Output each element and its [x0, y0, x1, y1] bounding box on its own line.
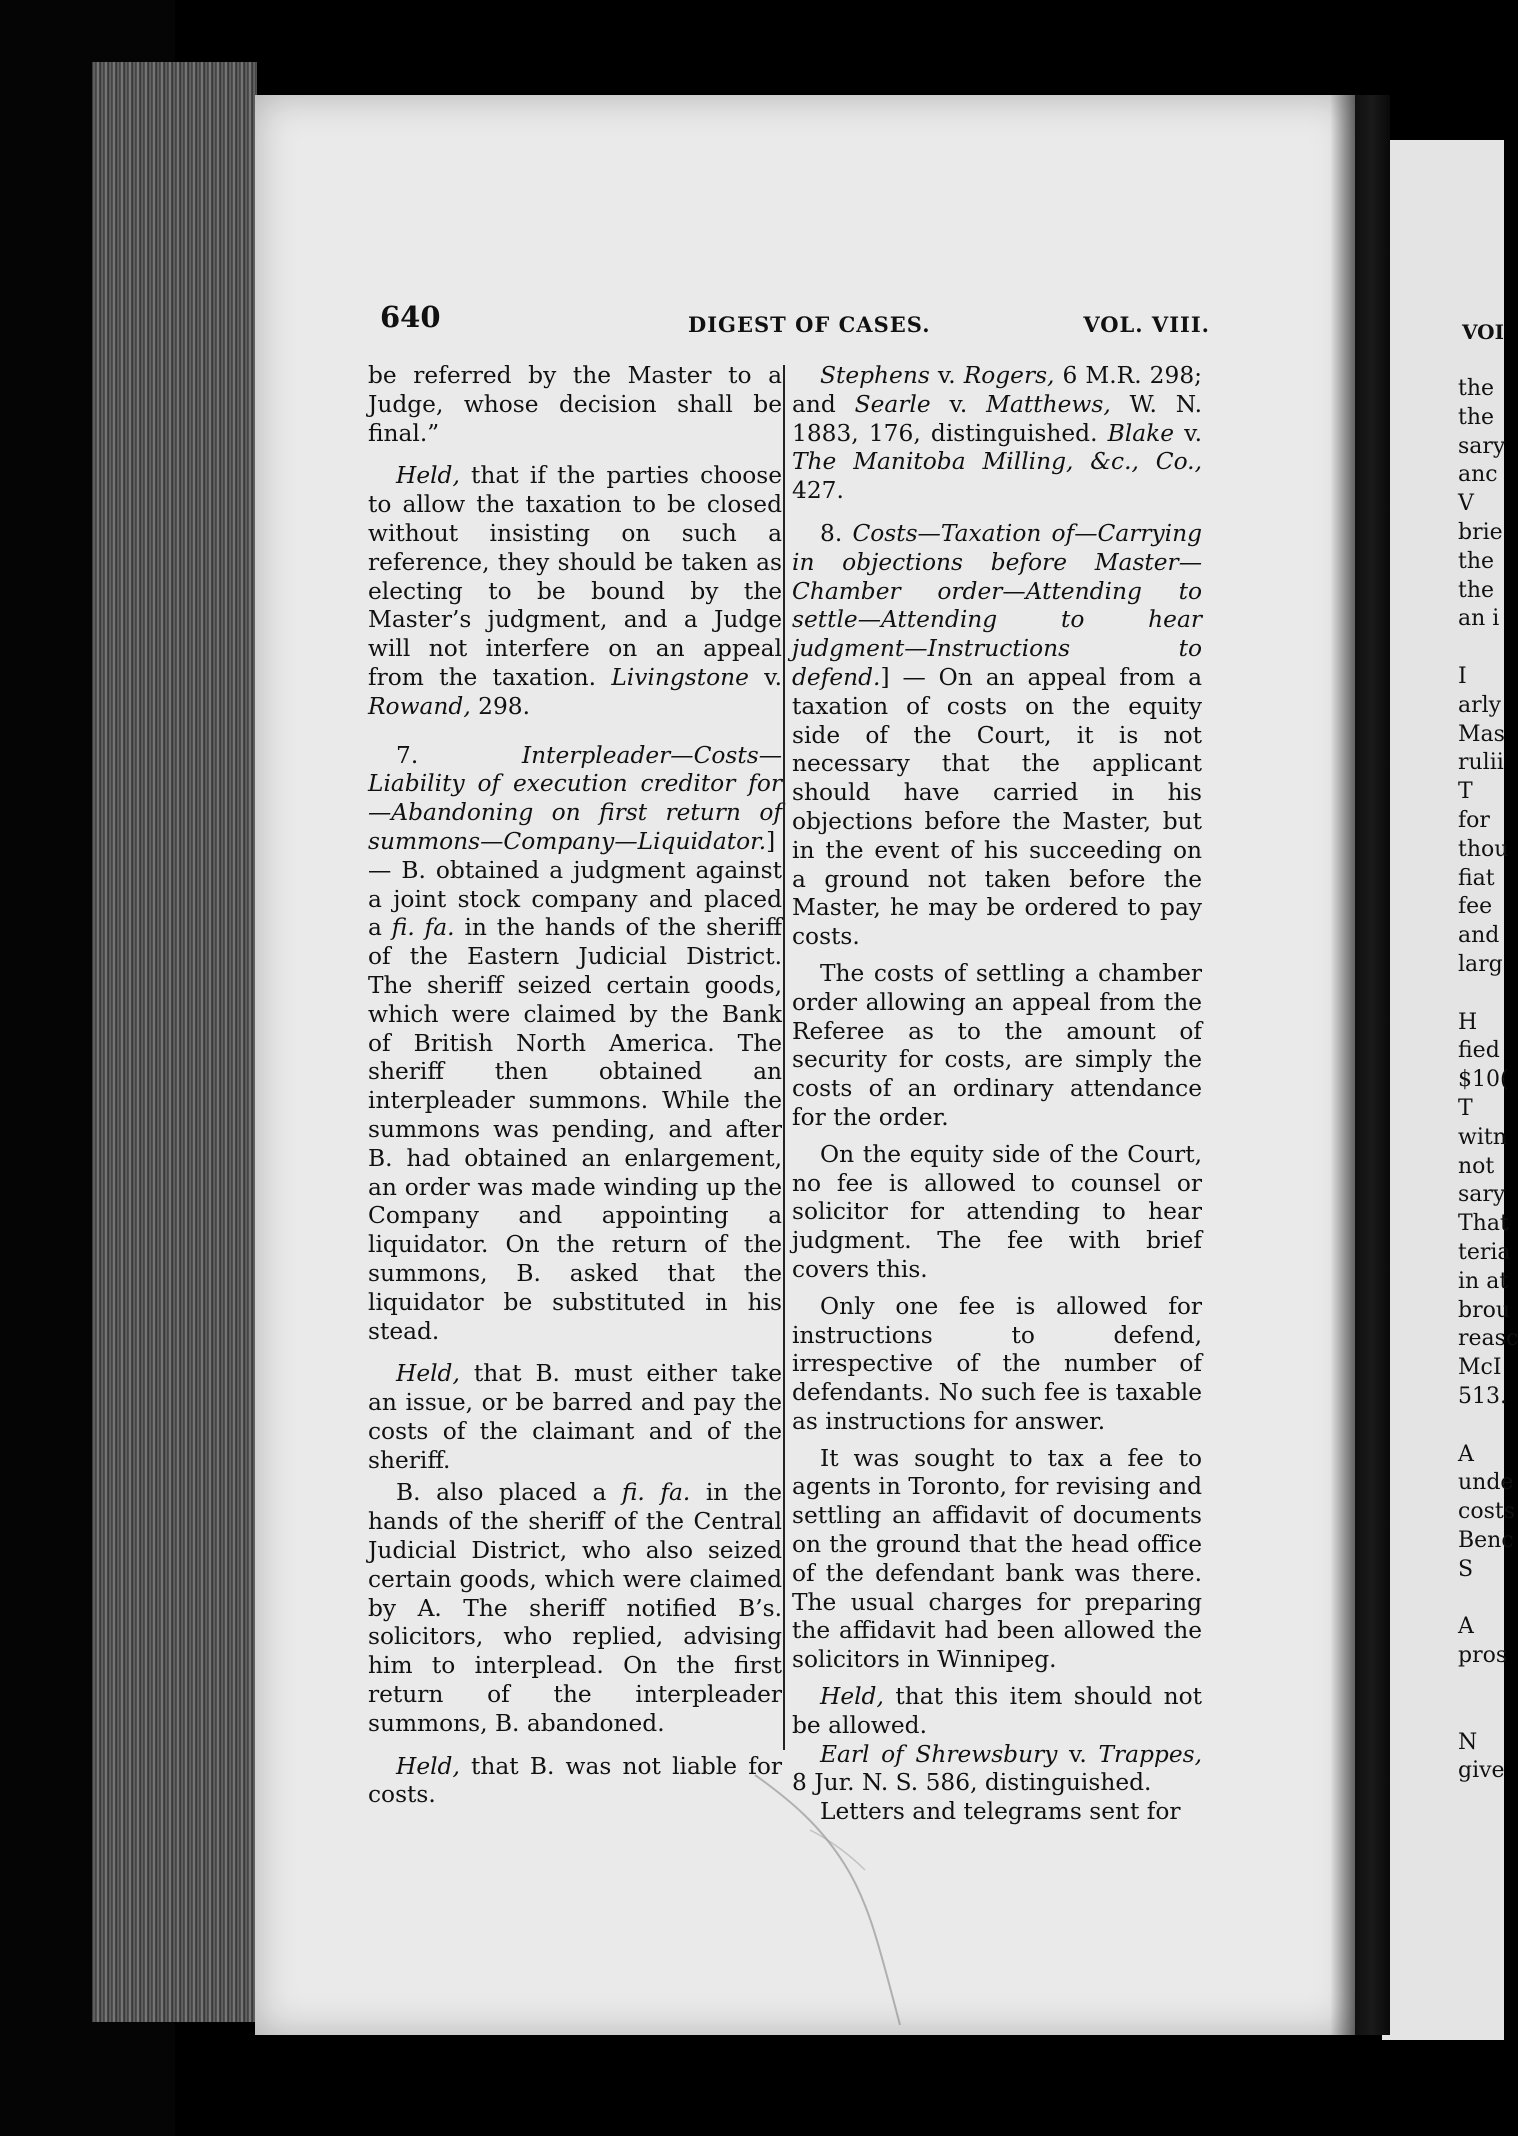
paragraph: It was sought to tax a fee to agents in Toronto, for revising and settling an affidavit of documents on the ground that the head office of the defendant bank was there. The usual charges for preparing the affidavit had been allowed the solicitors in Winnipeg.	[792, 1444, 1202, 1674]
facing-page-line: not	[1458, 1153, 1495, 1179]
paragraph: Held, that B. was not liable for costs.	[368, 1752, 782, 1809]
facing-page-line: and	[1458, 923, 1500, 949]
facing-page-line: Benc	[1458, 1528, 1514, 1553]
paragraph: On the equity side of the Court, no fee is allowed to counsel or solicitor for attending to hear judgment. The fee with brief covers this.	[792, 1140, 1202, 1283]
facing-page-line: in at	[1458, 1268, 1509, 1294]
volume-label: VOL. VIII.	[1083, 312, 1210, 337]
facing-page-line: A	[1458, 1441, 1474, 1467]
facing-page-line: H	[1458, 1009, 1478, 1035]
paragraph: Held, that if the parties choose to allow the taxation to be closed without insisting on such a reference, they should be taken as electing to be bound by the Master’s judgment, and a Judge will not interfere on an appeal from the taxation. Livingstone v. Rowand, 298.	[368, 462, 782, 720]
paragraph: Letters and telegrams sent for	[820, 1798, 1181, 1826]
facing-page-line: an i	[1458, 606, 1500, 632]
facing-page-line: unde	[1458, 1470, 1514, 1496]
facing-page-line: fee	[1458, 894, 1493, 920]
facing-page-line: fied	[1458, 1038, 1500, 1064]
left-column	[368, 362, 782, 1810]
facing-page-line: thou	[1458, 836, 1509, 862]
facing-page-line: sary	[1458, 1182, 1506, 1208]
facing-page-line: 513.	[1458, 1384, 1507, 1409]
facing-page-line: V	[1458, 491, 1474, 517]
column-rule	[783, 365, 785, 1750]
facing-page-header: VOI	[1462, 320, 1504, 344]
paragraph: be referred by the Master to a Judge, whose decision shall be final.”	[368, 362, 782, 447]
facing-page-line: for	[1458, 808, 1490, 833]
facing-page-line: fiat	[1458, 865, 1495, 891]
facing-page-line: give	[1458, 1758, 1505, 1784]
paragraph: Held, that B. must either take an issue, or be barred and pay the costs of the claimant and of the sheriff.	[368, 1360, 782, 1474]
facing-page-line: A	[1458, 1614, 1474, 1640]
facing-page-line: witn	[1458, 1124, 1507, 1150]
facing-page-line: the	[1458, 404, 1495, 430]
paper-crease-mark	[750, 1770, 950, 2030]
facing-page-line: T	[1458, 779, 1473, 805]
facing-page-line: pros	[1458, 1643, 1508, 1669]
facing-page-line: the	[1458, 577, 1495, 603]
gutter-shadow	[1330, 95, 1390, 2035]
paragraph: Earl of Shrewsbury v. Trappes, 8 Jur. N. S. 586, distinguished.	[792, 1740, 1202, 1797]
facing-page-line: T	[1458, 1096, 1473, 1121]
facing-page-line: S	[1458, 1556, 1474, 1582]
right-column	[792, 362, 1202, 1827]
case-entry-8: 8. Costs—Taxation of—Carrying in objections before Master—Chamber order—Attending to settle—Attending to hear judgment—Instructions to defend.] — On an appeal from a taxation of costs on the equity side of the Court, it is not necessary that the applicant should have carried in his objections before the Master, but in the event of his succeeding on a ground not taken before the Master, he may be ordered to pay costs.	[792, 519, 1203, 951]
page-edges	[92, 62, 257, 2022]
paragraph: B. also placed a fi. fa. in the hands of the sheriff of the Central Judicial District, who also seized certain goods, which were claimed by A. The sheriff notified B’s. solicitors, who replied, advising him to interplead. On the first return of the interpleader summons, B. abandoned.	[368, 1479, 782, 1737]
facing-page-line: rulii	[1458, 750, 1504, 776]
page-number: 640	[380, 300, 441, 334]
facing-page-line: the	[1458, 376, 1495, 401]
facing-page-line: sary	[1458, 433, 1506, 459]
running-title: DIGEST OF CASES.	[688, 312, 931, 337]
facing-page-line: Mas	[1458, 721, 1505, 747]
facing-page-line: brie	[1458, 520, 1503, 545]
facing-page-line: arly	[1458, 692, 1502, 718]
facing-page-line: I	[1458, 664, 1467, 689]
paragraph: The costs of settling a chamber order allowing an appeal from the Referee as to the amount of security for costs, are simply the costs of an ordinary attendance for the order.	[792, 959, 1202, 1131]
facing-page-line: brou	[1458, 1297, 1511, 1323]
facing-page-line: anc	[1458, 462, 1498, 488]
running-header	[380, 300, 1210, 350]
paragraph: Only one fee is allowed for instructions to defend, irrespective of the number of defendants. No such fee is taxable as instructions for answer.	[792, 1292, 1202, 1435]
facing-page-line: reasc	[1458, 1326, 1518, 1352]
facing-page-line: teria	[1458, 1240, 1511, 1265]
paragraph: Held, that this item should not be allowed.	[792, 1683, 1202, 1739]
facing-page-line: costs	[1458, 1499, 1515, 1525]
facing-page-line: $10(	[1458, 1067, 1509, 1093]
case-entry-7: 7. Interpleader—Costs—Liability of execution creditor for—Abandoning on first return of summons—Company—Liquidator.] — B. obtained a judgment against a joint stock company and placed a fi. fa. in the hands of the sheriff of the Eastern Judicial District. The sheriff seized certain goods, which were claimed by the Bank of British North America. The sheriff then obtained an interpleader summons. While the summons was pending, and after B. had obtained an enlargement, an order was made winding up the Company and appointing a liquidator. On the return of the summons, B. asked that the liquidator be substituted in his stead.	[368, 741, 782, 1345]
facing-page-line: N	[1458, 1729, 1478, 1755]
facing-page-line: That	[1458, 1211, 1509, 1237]
facing-page-line: the	[1458, 548, 1495, 574]
facing-page-line: larg	[1458, 952, 1503, 977]
paragraph: Stephens v. Rogers, 6 M.R. 298; and Searle v. Matthews, W. N. 1883, 176, distinguished. Blake v. The Manitoba Milling, &c., Co., 427.	[792, 362, 1202, 505]
facing-page-line: McI	[1458, 1355, 1502, 1381]
